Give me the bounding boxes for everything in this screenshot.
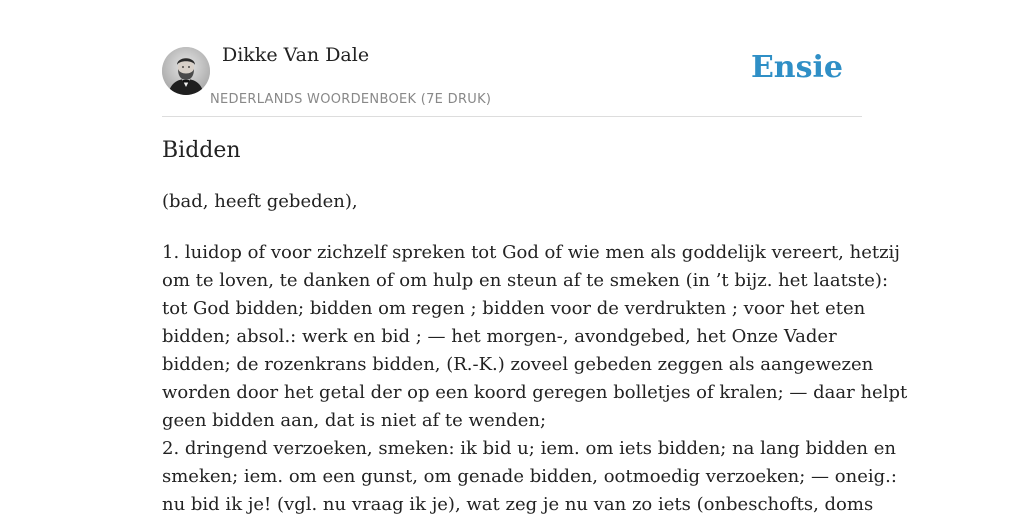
portrait-icon — [162, 47, 210, 95]
definition-line: tot God bidden; bidden om regen ; bidden voor de verdrukten ; voor het eten — [162, 298, 866, 319]
definition-line: 1. luidop of voor zichzelf spreken tot God of wie men als goddelijk vereert, hetzij — [162, 242, 900, 263]
definition-line: geen bidden aan, dat is niet af te wenden; — [162, 410, 547, 431]
source-title[interactable]: NEDERLANDS WOORDENBOEK (7E DRUK) — [210, 92, 492, 107]
definition-line: 2. dringend verzoeken, smeken: ik bid u; iem. om iets bidden; na lang bidden en — [162, 438, 896, 459]
definition-line: nu bid ik je! (vgl. nu vraag ik je), wat zeg je nu van zo iets (onbeschofts, doms — [162, 494, 874, 515]
header — [162, 0, 862, 117]
entry-term: Bidden — [162, 138, 241, 163]
definition-line: om te loven, te danken of om hulp en steun af te smeken (in ’t bijz. het laatste): — [162, 270, 889, 291]
definition-line: bidden; absol.: werk en bid ; — het morgen-, avondgebed, het Onze Vader — [162, 326, 837, 347]
definition-line: smeken; iem. om een gunst, om genade bidden, ootmoedig verzoeken; — oneig.: — [162, 466, 897, 487]
entry-forms: (bad, heeft gebeden), — [162, 191, 358, 212]
entry-definition — [162, 239, 908, 519]
ensie-logo-link[interactable]: Ensie — [750, 50, 843, 85]
author-avatar[interactable] — [162, 47, 210, 95]
definition-line: bidden; de rozenkrans bidden, (R.-K.) zoveel gebeden zeggen als aangewezen — [162, 354, 874, 375]
definition-line: worden door het getal der op een koord geregen bolletjes of kralen; — daar helpt — [162, 382, 908, 403]
author-name[interactable]: Dikke Van Dale — [222, 44, 370, 66]
page-container — [162, 0, 908, 515]
